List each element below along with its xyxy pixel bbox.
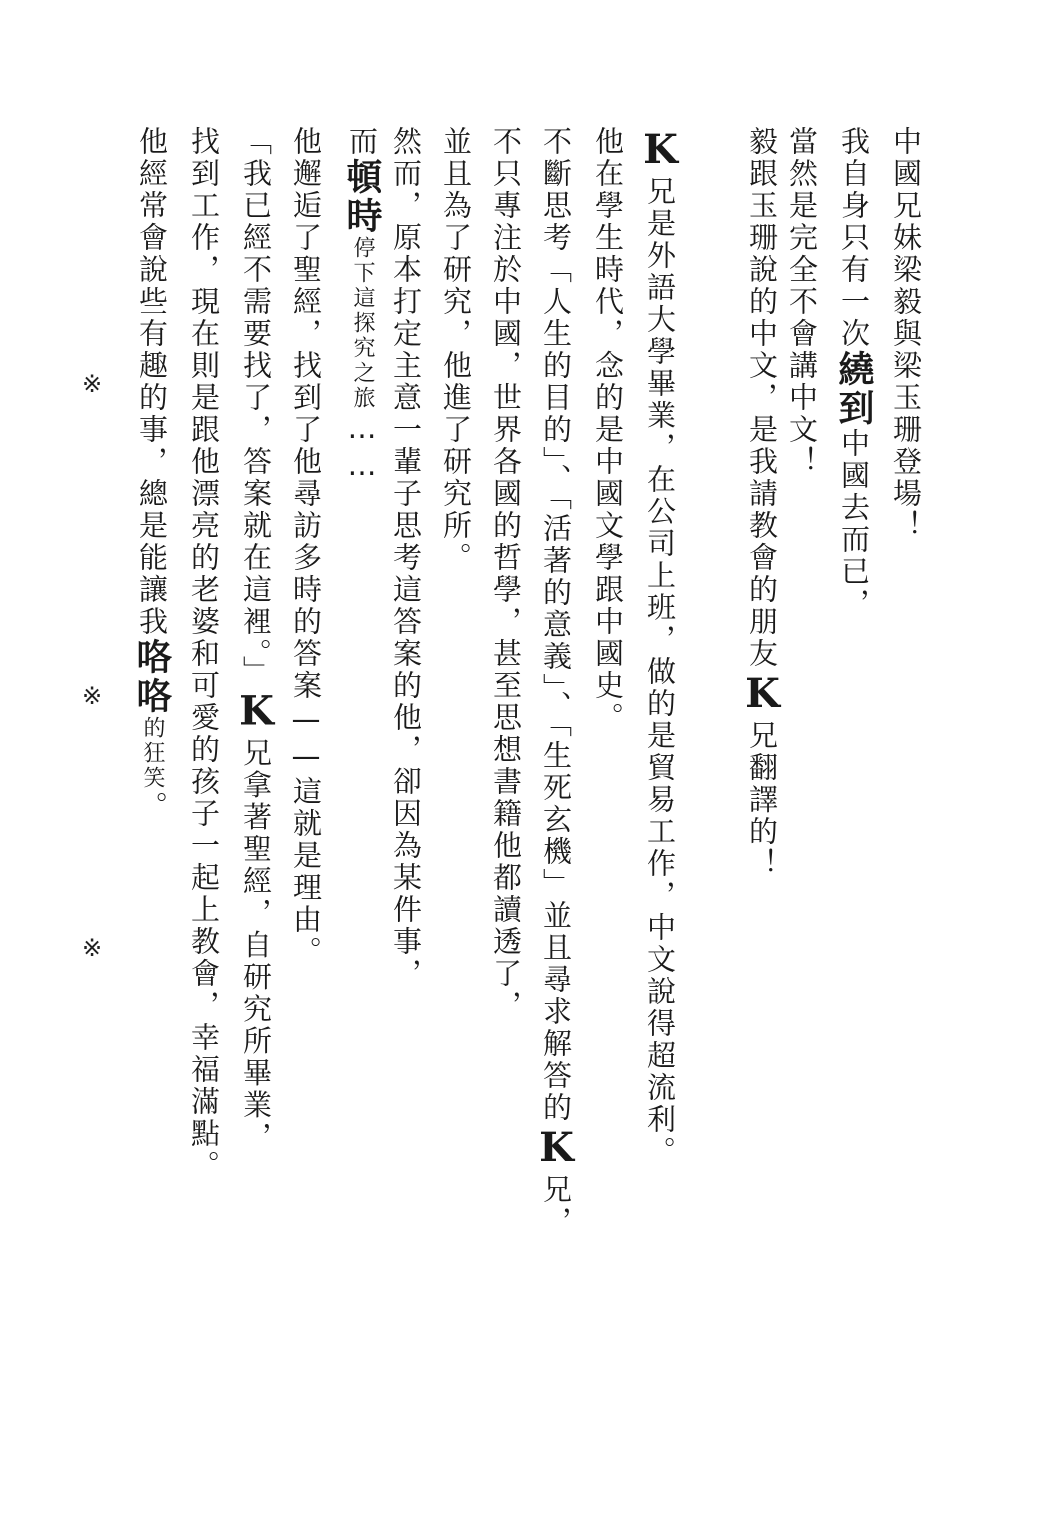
text-segment: K [233,687,280,738]
text-segment: 他經常會說些有趣的事，總是能讓我 [135,126,169,638]
text-column-11 [342,126,382,485]
text-segment: 停下這探究之旅 [350,236,375,411]
reference-mark-3: ※ [82,934,103,962]
text-column-10 [386,126,426,990]
text-segment: …… [345,411,379,485]
text-segment: 兄翻譯的！ [745,720,779,880]
text-column-5 [637,126,684,1168]
text-column-6 [588,126,628,734]
text-column-4 [739,126,786,880]
text-column-8 [486,126,526,1022]
text-segment: 不斷思考「人生的目的」、「活著的意義」、「生死玄機」並且尋求解答的 [539,126,573,1124]
reference-mark-2: ※ [82,682,103,710]
text-segment: 毅跟玉珊說的中文，是我請教會的朋友 [745,126,779,670]
text-segment: 咯咯 [131,638,173,716]
text-segment: 找到工作，現在則是跟他漂亮的老婆和可愛的孩子一起上教會，幸福滿點。 [187,126,221,1182]
text-column-1 [886,126,926,542]
text-segment: 當然是完全不會講中文！ [785,126,819,478]
text-segment: 兄， [539,1174,573,1238]
text-segment: 並且為了研究，他進了研究所。 [439,126,473,574]
text-segment: 中國兄妹梁毅與梁玉珊登場！ [889,126,923,542]
text-column-3 [782,126,822,478]
reference-mark-1: ※ [82,370,103,398]
text-column-12 [286,126,326,968]
text-segment: 中國去而已， [837,428,871,620]
text-segment: 而 [345,126,379,158]
text-column-7 [533,126,580,1238]
text-column-15 [132,126,172,823]
text-segment: 「我已經不需要找了，答案就在這裡。」 [239,126,273,688]
text-segment: 的狂笑 [140,716,165,791]
text-segment: K [637,126,684,176]
text-segment: 他邂逅了聖經，找到了他尋訪多時的答案——這就是理由。 [289,126,323,968]
text-segment: 他在學生時代，念的是中國文學跟中國史。 [591,126,625,734]
text-segment: 繞到 [833,350,875,428]
text-segment: 我自身只有一次 [837,126,871,350]
text-column-14 [184,126,224,1182]
text-segment: 不只專注於中國，世界各國的哲學，甚至思想書籍他都讀透了， [489,126,523,1022]
text-segment: 然而，原本打定主意一輩子思考這答案的他，卻因為某件事， [389,126,423,990]
text-segment: K [739,670,786,720]
text-column-9 [436,126,476,574]
text-segment: 兄拿著聖經，自研究所畢業， [239,737,273,1154]
text-column-13 [233,126,280,1154]
text-segment: 兄是外語大學畢業，在公司上班，做的是貿易工作，中文說得超流利。 [643,176,677,1168]
text-segment: 。 [135,791,169,823]
text-column-2 [834,126,874,620]
text-segment: K [533,1124,580,1174]
text-segment: 頓時 [341,158,383,236]
